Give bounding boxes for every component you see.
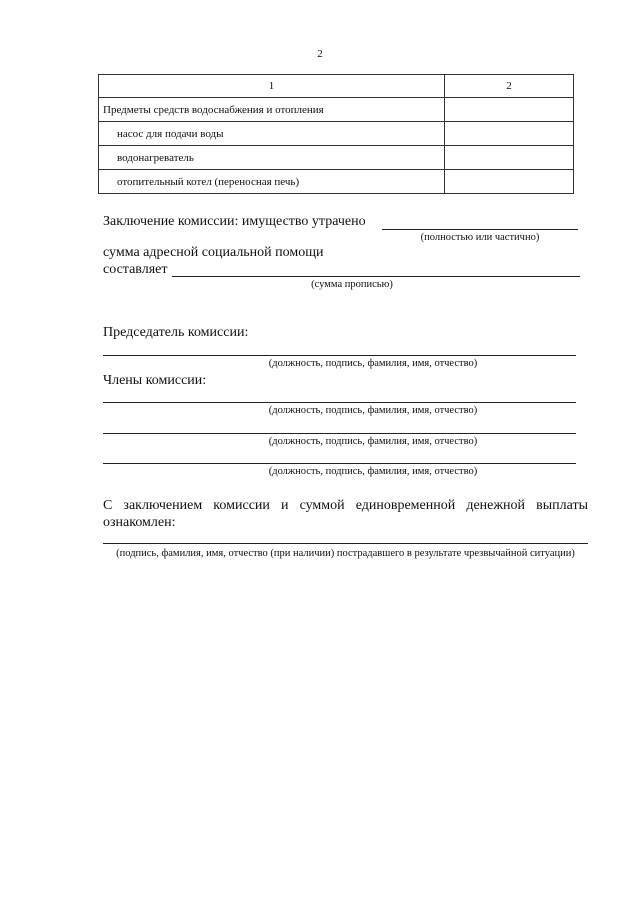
- chair-label: Председатель комиссии:: [103, 325, 249, 340]
- victim-signature-line[interactable]: [103, 543, 588, 544]
- aid-sum-line[interactable]: [172, 276, 580, 277]
- table-row: [99, 170, 574, 194]
- conclusion-label: Заключение комиссии: имущество утрачено: [103, 214, 366, 229]
- table-header-cell: 2: [444, 75, 573, 98]
- table-row-value[interactable]: [444, 146, 573, 170]
- table-row-value[interactable]: [444, 170, 573, 194]
- table-row: [99, 98, 574, 122]
- member-signature-line[interactable]: [103, 463, 576, 464]
- table-row: [99, 122, 574, 146]
- aid-label-line1: сумма адресной социальной помощи: [103, 245, 324, 260]
- aid-label-line2: составляет: [103, 262, 168, 277]
- conclusion-line[interactable]: [382, 229, 578, 230]
- page-number: 2: [317, 48, 323, 60]
- acknowledgment-line2: ознакомлен:: [103, 515, 176, 530]
- table-row-value[interactable]: [444, 122, 573, 146]
- table-header-cell: 1: [99, 75, 445, 98]
- member-hint: (должность, подпись, фамилия, имя, отчество): [268, 436, 478, 447]
- table-row-label: Предметы средств водоснабжения и отопления: [99, 98, 445, 122]
- table-row-label: отопительный котел (переносная печь): [99, 170, 445, 194]
- member-hint: (должность, подпись, фамилия, имя, отчество): [268, 466, 478, 477]
- table-row: [99, 146, 574, 170]
- table-header-row: [99, 75, 574, 98]
- property-table: [98, 74, 574, 194]
- member-signature-line[interactable]: [103, 433, 576, 434]
- acknowledgment-hint: (подпись, фамилия, имя, отчество (при наличии) пострадавшего в результате чрезвычайной ситуации): [116, 548, 575, 559]
- acknowledgment-line1: С заключением комиссии и суммой единовременной денежной выплаты: [103, 498, 588, 513]
- conclusion-hint: (полностью или частично): [420, 232, 540, 243]
- table-row-label: водонагреватель: [99, 146, 445, 170]
- chair-signature-line[interactable]: [103, 355, 576, 356]
- table-row-value[interactable]: [444, 98, 573, 122]
- member-signature-line[interactable]: [103, 402, 576, 403]
- member-hint: (должность, подпись, фамилия, имя, отчество): [268, 405, 478, 416]
- aid-sum-hint: (сумма прописью): [311, 279, 393, 290]
- chair-hint: (должность, подпись, фамилия, имя, отчество): [268, 358, 478, 369]
- members-label: Члены комиссии:: [103, 373, 207, 388]
- table-row-label: насос для подачи воды: [99, 122, 445, 146]
